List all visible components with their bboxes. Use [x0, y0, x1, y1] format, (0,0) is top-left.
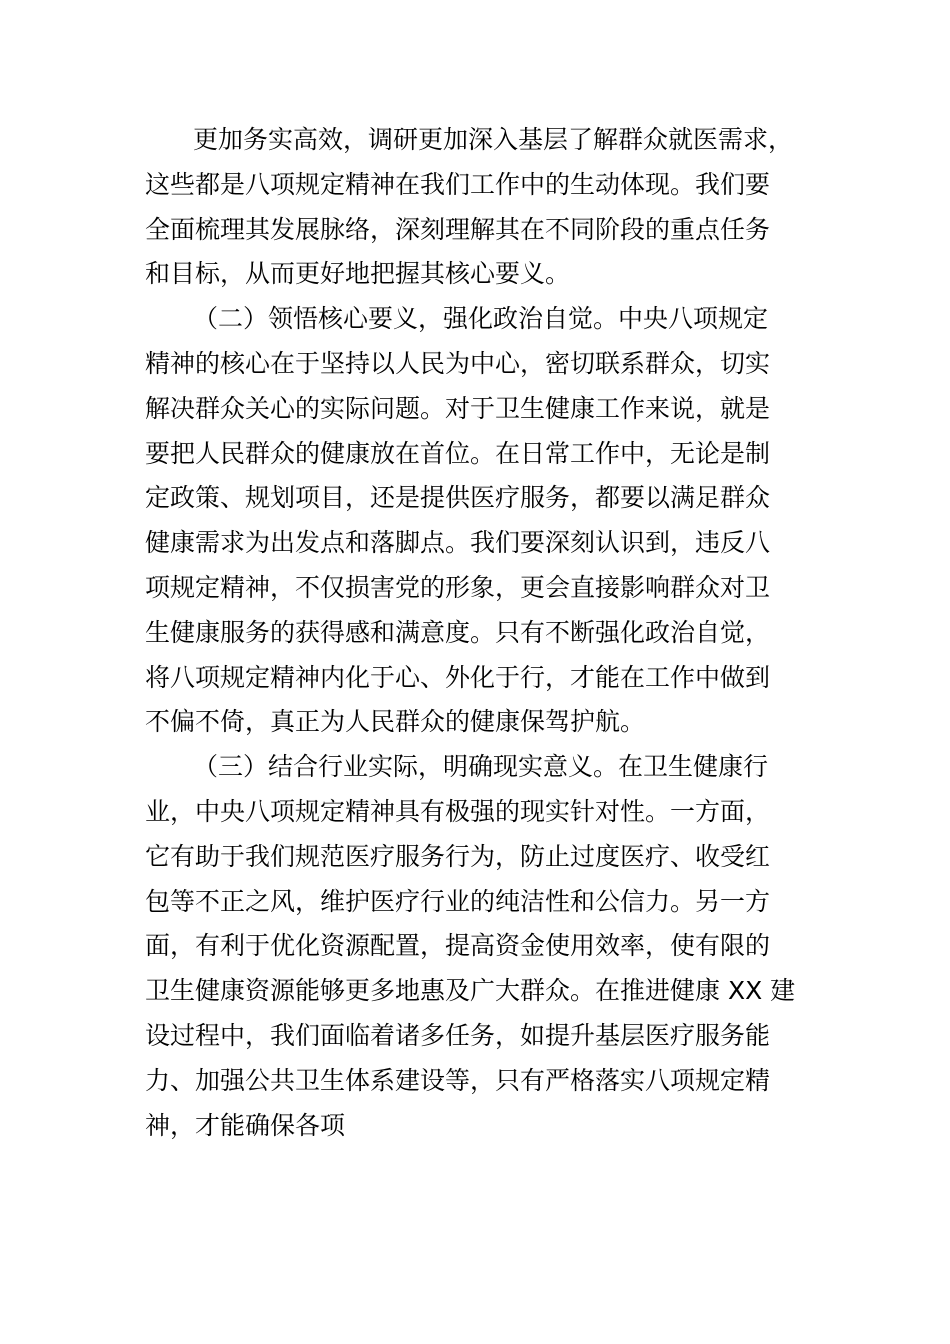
text-line: 定政策、规划项目，还是提供医疗服务，都要以满足群众 — [145, 483, 771, 513]
text-line: 解决群众关心的实际问题。对于卫生健康工作来说，就是 — [145, 393, 771, 423]
text-line: 更加务实高效，调研更加深入基层了解群众就医需求， — [193, 125, 794, 154]
paragraph-1 — [145, 118, 815, 297]
text-line: 将八项规定精神内化于心、外化于行，才能在工作中做到 — [145, 662, 771, 692]
text-line: 神，才能确保各项 — [145, 1110, 346, 1140]
text-line: 面，有利于优化资源配置，提高资金使用效率，使有限的 — [145, 931, 771, 961]
text-line: 这些都是八项规定精神在我们工作中的生动体现。我们要 — [145, 169, 771, 199]
section-heading-line: （三）结合行业实际，明确现实意义。在卫生健康行 — [193, 752, 769, 782]
text-line: 卫生健康资源能够更多地惠及广大群众。在推进健康 XX 建 — [145, 976, 796, 1006]
section-heading-line: （二）领悟核心要义，强化政治自觉。中央八项规定 — [193, 304, 769, 334]
text-line: 健康需求为出发点和落脚点。我们要深刻认识到，违反八 — [145, 528, 771, 558]
text-line: 它有助于我们规范医疗服务行为，防止过度医疗、收受红 — [145, 841, 771, 871]
text-line: 和目标，从而更好地把握其核心要义。 — [145, 259, 571, 289]
text-line: 设过程中，我们面临着诸多任务，如提升基层医疗服务能 — [145, 1020, 771, 1050]
text-line: 生健康服务的获得感和满意度。只有不断强化政治自觉， — [145, 617, 771, 647]
text-line: 要把人民群众的健康放在首位。在日常工作中，无论是制 — [145, 438, 771, 468]
paragraph-2 — [145, 297, 815, 745]
text-line: 不偏不倚，真正为人民群众的健康保驾护航。 — [145, 707, 646, 737]
text-line: 业，中央八项规定精神具有极强的现实针对性。一方面， — [145, 796, 771, 826]
text-line: 包等不正之风，维护医疗行业的纯洁性和公信力。另一方 — [145, 886, 771, 916]
document-body — [145, 118, 815, 1148]
text-line: 力、加强公共卫生体系建设等，只有严格落实八项规定精 — [145, 1065, 771, 1095]
text-line: 项规定精神，不仅损害党的形象，更会直接影响群众对卫 — [145, 572, 771, 602]
text-line: 精神的核心在于坚持以人民为中心，密切联系群众，切实 — [145, 348, 771, 378]
text-line: 全面梳理其发展脉络，深刻理解其在不同阶段的重点任务 — [145, 214, 771, 244]
paragraph-3 — [145, 745, 815, 1148]
